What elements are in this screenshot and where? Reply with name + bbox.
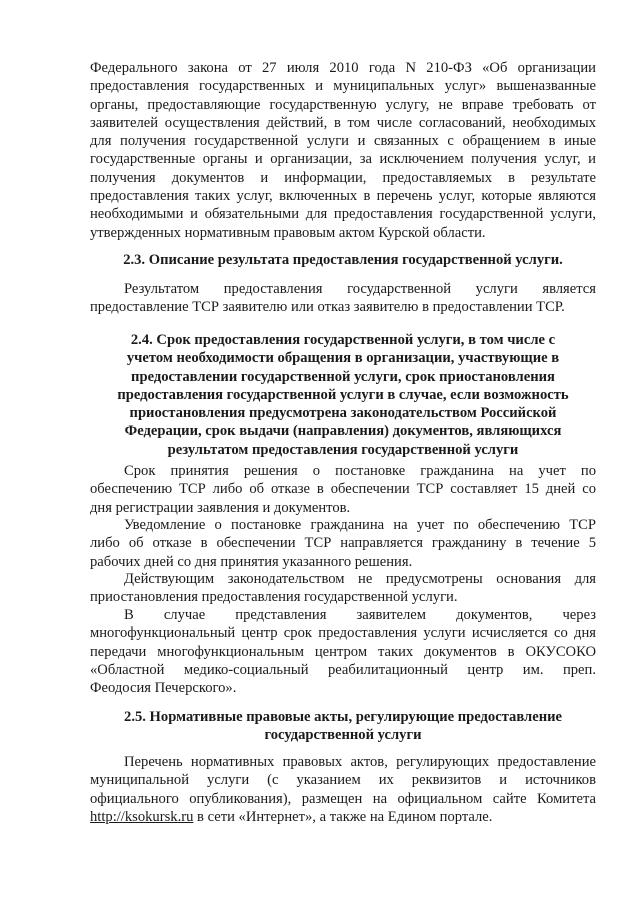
text-line: Уведомление о постановке гражданина на учет по обеспечению ТСР bbox=[124, 517, 596, 533]
section-2-4-paragraph-2 bbox=[90, 516, 596, 571]
heading-line: предоставления государственной услуги в случае, если возможность bbox=[117, 386, 569, 403]
text-line: многофункциональный центр срок предоставления услуги исчисляется со дня bbox=[90, 625, 596, 642]
text-line: предоставление ТСР заявителю или отказ заявителю в предоставлении ТСР. bbox=[90, 299, 565, 316]
text-line: дня регистрации заявления и документов. bbox=[90, 499, 351, 516]
text-line: Федерального закона от 27 июля 2010 года N 210-ФЗ «Об организации bbox=[90, 60, 596, 76]
heading-line: предоставлении государственной услуги, срок приостановления bbox=[131, 368, 555, 385]
website-link[interactable]: http://ksokursk.ru bbox=[90, 808, 194, 825]
text-line: необходимыми и обязательными для предоставления государственной услуги, bbox=[90, 206, 596, 223]
text-line: Результатом предоставления государственной услуги является bbox=[124, 281, 596, 297]
text-fragment: в сети «Интернет», а также на Едином портале. bbox=[193, 808, 493, 825]
heading-line: приостановления предусмотрена законодательством Российской bbox=[129, 405, 557, 422]
text-line: передачи многофункциональным центром таких документов в ОКУСОКО bbox=[90, 643, 596, 660]
text-line: обеспечению ТСР либо об отказе в обеспечении ТСР составляет 15 дней со bbox=[90, 481, 596, 498]
heading-line: государственной услуги bbox=[264, 727, 422, 744]
text-line: «Областной медико-социальный реабилитационный центр им. преп. bbox=[90, 661, 596, 678]
text-line: предоставления государственных и муниципальных услуг» вышеназванные bbox=[90, 78, 596, 95]
heading-line: Федерации, срок выдачи (направления) документов, являющихся bbox=[124, 423, 562, 440]
section-2-5-paragraph bbox=[90, 753, 596, 826]
section-2-4-heading bbox=[90, 331, 596, 459]
text-line: рабочих дней со дня принятия указанного решения. bbox=[90, 553, 413, 570]
section-2-5-heading bbox=[90, 708, 596, 745]
heading-line: 2.3. Описание результата предоставления государственной услуги. bbox=[123, 252, 563, 268]
text-line: муниципальной услуги (с указанием их реквизитов и источников bbox=[90, 772, 596, 789]
text-line: В случае представления заявителем документов, через bbox=[124, 607, 596, 623]
heading-line: результатом предоставления государственной услуги bbox=[167, 441, 519, 458]
text-line: Действующим законодательством не предусмотрены основания для bbox=[124, 571, 596, 587]
intro-paragraph bbox=[90, 59, 596, 242]
text-line: Срок принятия решения о постановке гражданина на учет по bbox=[124, 463, 596, 479]
section-2-4-paragraph-1 bbox=[90, 462, 596, 517]
text-line: государственные органы и организации, за исключением получения услуг, и bbox=[90, 151, 596, 168]
text-line: получения документов и информации, предоставляемых в результате bbox=[90, 169, 596, 186]
text-line bbox=[90, 808, 596, 826]
heading-line: 2.4. Срок предоставления государственной услуги, в том числе с bbox=[130, 332, 556, 348]
section-2-4-paragraph-3 bbox=[90, 570, 596, 607]
section-2-3-heading bbox=[90, 251, 596, 269]
text-line: официального опубликования), размещен на официальном сайте Комитета bbox=[90, 790, 596, 807]
text-line: для получения государственной услуги и связанных с обращением в иные bbox=[90, 133, 596, 150]
text-line: заявителей осуществления действий, в том числе согласований, необходимых bbox=[90, 114, 596, 131]
text-line: предоставления таких услуг, включенных в перечень услуг, которые являются bbox=[90, 188, 596, 205]
section-2-4-paragraph-4 bbox=[90, 606, 596, 697]
text-line: Феодосия Печерского». bbox=[90, 680, 237, 697]
text-line: утвержденных нормативным правовым актом Курской области. bbox=[90, 224, 486, 241]
text-line: либо об отказе в обеспечении ТСР направляется гражданину в течение 5 bbox=[90, 535, 596, 552]
text-line: приостановления предоставления государственной услуги. bbox=[90, 589, 458, 606]
text-line: Перечень нормативных правовых актов, регулирующих предоставление bbox=[124, 754, 596, 770]
heading-line: учетом необходимости обращения в организации, участвующие в bbox=[126, 350, 560, 367]
heading-line: 2.5. Нормативные правовые акты, регулирующие предоставление bbox=[124, 709, 562, 725]
section-2-3-paragraph bbox=[90, 280, 596, 317]
text-line: органы, предоставляющие государственную услугу, не вправе требовать от bbox=[90, 96, 596, 113]
